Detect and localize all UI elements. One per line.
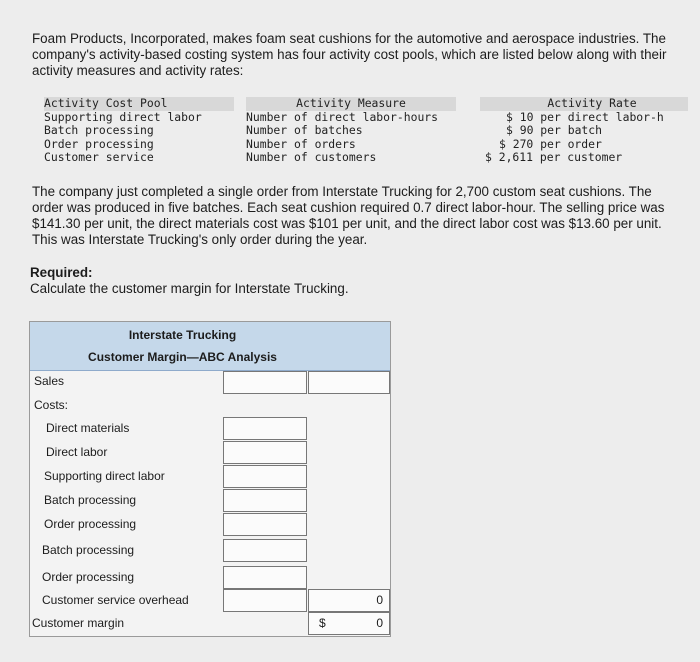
activity-cost-pool-column [44, 97, 234, 165]
row-label: Order processing [44, 517, 137, 531]
customer-margin-input[interactable]: $ 0 [308, 612, 390, 635]
table-subtitle: Customer Margin—ABC Analysis [88, 350, 277, 364]
row-label: Supporting direct labor [44, 469, 165, 483]
activity-rate-column [480, 97, 688, 165]
row-label: Direct labor [46, 445, 108, 459]
row-label: Batch processing [44, 493, 137, 507]
activity-cost-pool-cell: Batch processing [44, 123, 154, 138]
row-label: Order processing [42, 570, 135, 584]
batch-processing-input[interactable] [223, 489, 307, 512]
required-section [30, 265, 349, 297]
activity-rate-cell: $ 270 per order [499, 136, 602, 151]
direct-materials-input[interactable] [223, 417, 307, 440]
table-row-batch-processing-2 [30, 539, 390, 562]
table-row-batch-processing [30, 489, 390, 512]
order-processing-2-input[interactable] [223, 566, 307, 589]
activity-measure-cell: Number of orders [246, 136, 356, 151]
row-label: Costs: [34, 398, 69, 412]
table-header [30, 322, 390, 371]
customer-service-overhead-input[interactable] [223, 589, 307, 612]
table-row-supporting-direct-labor [30, 465, 390, 488]
activity-measure-column [246, 97, 456, 165]
required-heading: Required: [30, 265, 93, 280]
order-description: The company just completed a single order from Interstate Trucking for 2,700 custom seat cushions. The order was produced in five batches. Each seat cushion required 0.7 direct labor-hour. The selling price was $141.30 per unit, the direct materials cost was $101 per unit, and the direct labor cost was $13.60 per unit. This was Interstate Trucking's only order during the year. [32, 184, 665, 247]
activity-rate-cell: $ 10 per direct labor-h [506, 109, 664, 124]
required-text: Calculate the customer margin for Interstate Trucking. [30, 281, 349, 296]
problem-intro: Foam Products, Incorporated, makes foam seat cushions for the automotive and aerospace industries. The company's activity-based costing system has four activity cost pools, which are listed below along with their activity measures and activity rates: [32, 31, 667, 78]
sales-total-input[interactable] [308, 371, 390, 394]
customer-margin-table [29, 321, 391, 637]
activity-cost-pool-header: Activity Cost Pool [44, 97, 234, 111]
table-row-sales [30, 370, 390, 393]
activity-rate-cell: $ 90 per batch [506, 123, 603, 138]
direct-labor-input[interactable] [223, 441, 307, 464]
row-label: Customer service overhead [42, 593, 189, 607]
batch-processing-2-input[interactable] [223, 539, 307, 562]
activity-rate-cell: $ 2,611 per customer [485, 150, 623, 165]
activity-cost-pool-cell: Customer service [44, 150, 154, 165]
activity-rate-header: Activity Rate [480, 97, 688, 111]
table-row-customer-service-overhead [30, 589, 390, 612]
activity-cost-pool-cell: Order processing [44, 136, 154, 151]
table-row-costs [30, 394, 390, 417]
activity-measure-cell: Number of direct labor-hours [246, 109, 439, 124]
row-label: Customer margin [32, 616, 125, 630]
supporting-direct-labor-input[interactable] [223, 465, 307, 488]
table-row-order-processing-2 [30, 566, 390, 589]
order-processing-input[interactable] [223, 513, 307, 536]
total-costs-input[interactable]: 0 [308, 589, 390, 612]
table-row-direct-materials [30, 417, 390, 440]
table-row-customer-margin [30, 612, 390, 635]
table-row-order-processing [30, 513, 390, 536]
currency-symbol: $ [319, 616, 326, 630]
table-title: Interstate Trucking [128, 328, 237, 342]
activity-measure-cell: Number of batches [246, 123, 363, 138]
row-label: Direct materials [46, 421, 130, 435]
activity-cost-pool-cell: Supporting direct labor [44, 109, 202, 124]
table-row-direct-labor [30, 441, 390, 464]
activity-measure-header: Activity Measure [246, 97, 456, 111]
sales-amount-input[interactable] [223, 371, 307, 394]
row-label: Batch processing [42, 543, 135, 557]
row-label: Sales [34, 374, 65, 388]
activity-measure-cell: Number of customers [246, 150, 377, 165]
